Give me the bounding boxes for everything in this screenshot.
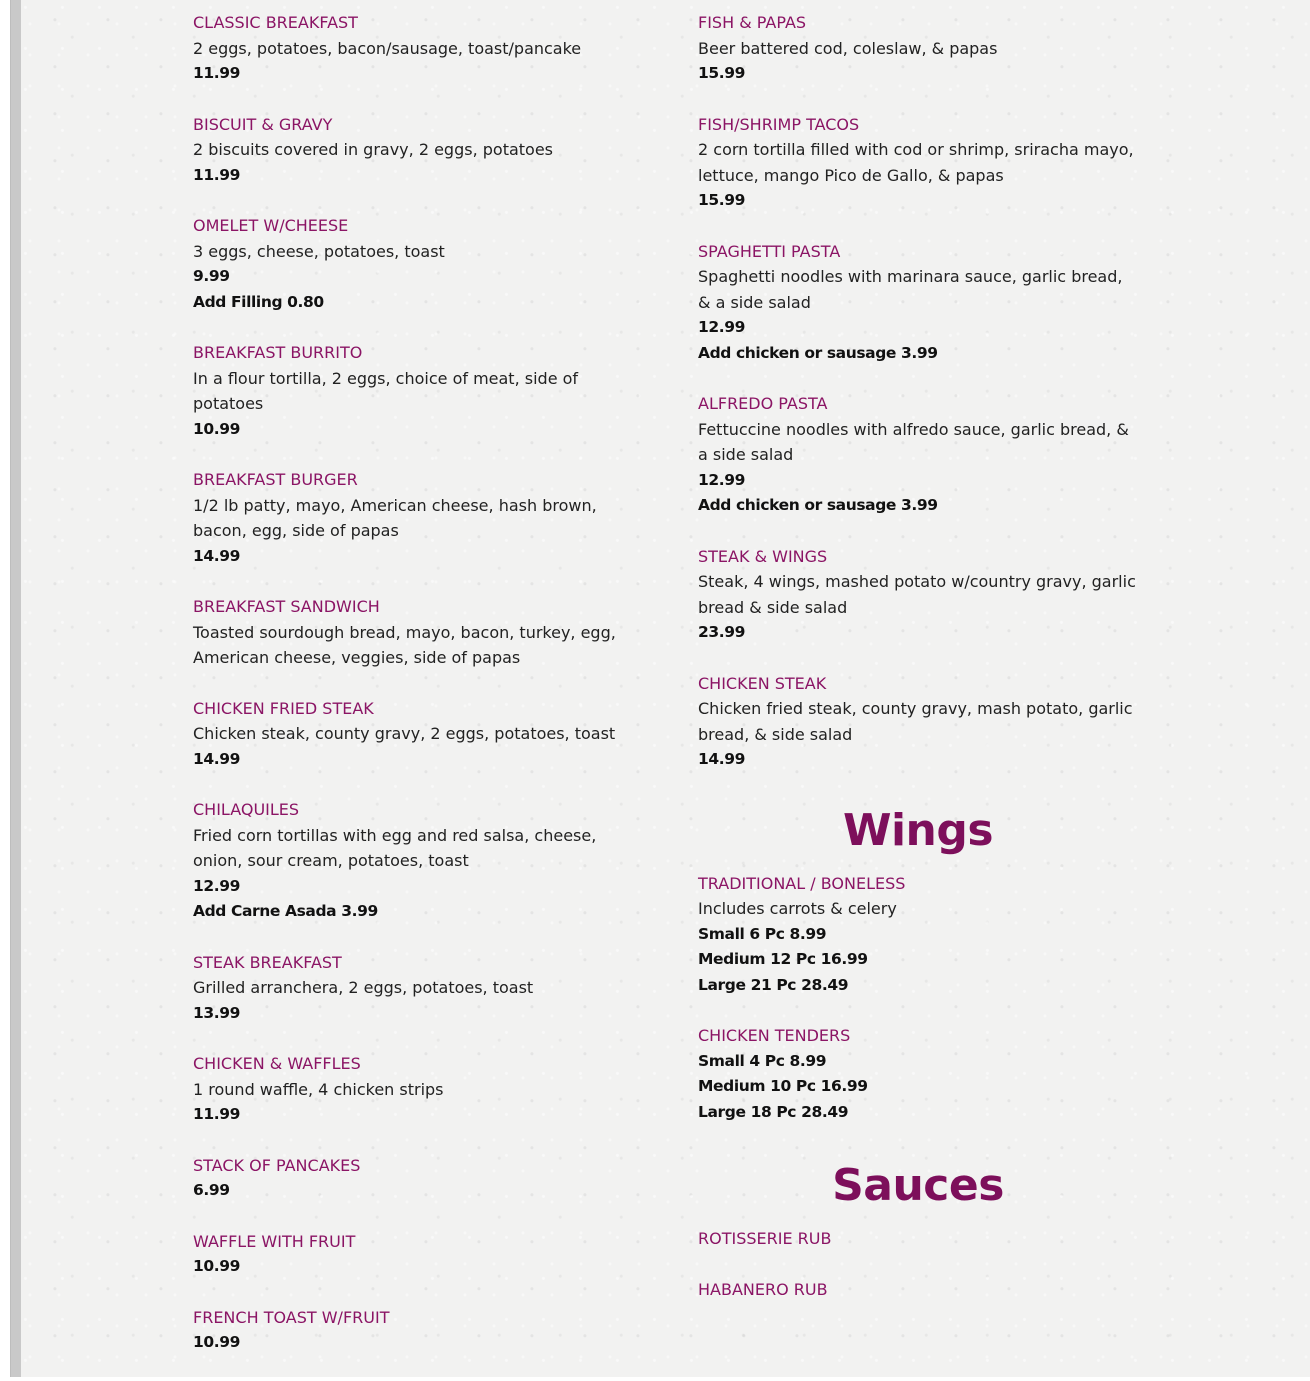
menu-item-price: 14.99 (193, 749, 241, 768)
menu-item-price: 23.99 (698, 623, 746, 641)
wings-heading: Wings (842, 804, 994, 856)
menu-item-price: 11.99 (193, 1105, 241, 1123)
menu-item-description: 3 eggs, cheese, potatoes, toast (193, 241, 445, 261)
menu-item-name: CLASSIC BREAKFAST (193, 13, 358, 32)
menu-item-option: Large 18 Pc 28.49 (698, 1102, 849, 1121)
menu-item-name: STEAK & WINGS (698, 546, 828, 566)
menu-item-price: 12.99 (698, 318, 746, 336)
menu-item-price: 15.99 (698, 64, 746, 82)
menu-item (193, 213, 623, 315)
menu-item-description: Chicken fried steak, county gravy, mash potato, garlic bread, & side salad (698, 699, 1133, 744)
menu-item-description: Steak, 4 wings, mashed potato w/country gravy, garlic bread & side salad (698, 572, 1136, 617)
menu-item-name: CHILAQUILES (193, 800, 300, 819)
right-menu-items (698, 10, 1138, 773)
menu-item-description: 2 corn tortilla filled with cod or shrimp, sriracha mayo, lettuce, mango Pico de Gallo, & papas (698, 140, 1134, 185)
sauces-heading: Sauces (832, 1160, 1004, 1211)
menu-item-option: Large 21 Pc 28.49 (698, 975, 849, 994)
menu-item-description: Includes carrots & celery (698, 899, 897, 918)
menu-item-name: CHICKEN FRIED STEAK (193, 698, 374, 718)
wings-items (698, 871, 1138, 1126)
menu-item-description: 1 round waffle, 4 chicken strips (193, 1079, 444, 1099)
menu-item-price: 10.99 (193, 419, 241, 438)
menu-item (698, 871, 1138, 999)
left-menu-column (193, 10, 623, 1381)
menu-item (193, 594, 623, 671)
menu-item-name: STACK OF PANCAKES (193, 1155, 361, 1175)
menu-item-name: WAFFLE WITH FRUIT (193, 1231, 356, 1251)
menu-item-price: 14.99 (698, 750, 746, 768)
menu-item-description: 2 biscuits covered in gravy, 2 eggs, potatoes (193, 140, 554, 159)
menu-item-name: ALFREDO PASTA (698, 394, 828, 413)
menu-item (193, 467, 623, 569)
menu-item-price: 12.99 (698, 470, 746, 489)
menu-item-name: TRADITIONAL / BONELESS (698, 873, 906, 893)
menu-item-name: FISH/SHRIMP TACOS (698, 114, 860, 134)
menu-item-price: 14.99 (193, 546, 241, 565)
menu-item-price: 15.99 (698, 191, 746, 209)
menu-item-name: BISCUIT & GRAVY (193, 114, 333, 134)
menu-item-name: CHICKEN TENDERS (698, 1026, 851, 1045)
menu-item-name: CHICKEN & WAFFLES (193, 1054, 361, 1073)
menu-item-price: 10.99 (193, 1333, 241, 1351)
menu-item-description: 2 eggs, potatoes, bacon/sausage, toast/pancake (193, 38, 582, 58)
menu-item (698, 239, 1138, 367)
menu-item (193, 950, 623, 1027)
menu-item-price: 12.99 (193, 876, 241, 895)
menu-item (193, 1153, 623, 1204)
menu-item (193, 1051, 623, 1128)
menu-item (193, 340, 623, 442)
menu-item (698, 1226, 1138, 1252)
menu-item (698, 671, 1138, 773)
menu-item-description: Fried corn tortillas with egg and red salsa, cheese, onion, sour cream, potatoes, toast (193, 825, 597, 870)
menu-item-option: Small 4 Pc 8.99 (698, 1051, 827, 1070)
menu-item (698, 391, 1138, 519)
menu-item-price: 11.99 (193, 165, 241, 184)
menu-item-option: Medium 12 Pc 16.99 (698, 950, 868, 968)
menu-item-option: Small 6 Pc 8.99 (698, 924, 827, 943)
menu-item (193, 1305, 623, 1356)
menu-item (193, 1229, 623, 1280)
menu-item-price: 13.99 (193, 1003, 241, 1022)
menu-item (698, 1277, 1138, 1303)
menu-item-description: 1/2 lb patty, mayo, American cheese, hash brown, bacon, egg, side of papas (193, 495, 597, 540)
menu-item (193, 112, 623, 189)
menu-item-option: Add Filling 0.80 (193, 292, 324, 311)
menu-item-name: BREAKFAST BURRITO (193, 343, 363, 362)
menu-item-description: Spaghetti noodles with marinara sauce, garlic bread, & a side salad (698, 267, 1123, 312)
menu-item (193, 797, 623, 925)
menu-item-name: CHICKEN STEAK (698, 673, 827, 693)
menu-item-price: 9.99 (193, 267, 230, 285)
menu-item (698, 544, 1138, 646)
right-menu-column (698, 10, 1138, 1327)
menu-item-description: Fettuccine noodles with alfredo sauce, garlic bread, & a side salad (698, 419, 1129, 464)
menu-item-name: ROTISSERIE RUB (698, 1229, 832, 1248)
menu-item (698, 1023, 1138, 1125)
menu-item-name: FISH & PAPAS (698, 13, 807, 32)
menu-item-price: 11.99 (193, 64, 241, 82)
menu-item-description: Grilled arranchera, 2 eggs, potatoes, toast (193, 978, 534, 997)
menu-item-description: In a flour tortilla, 2 eggs, choice of meat, side of potatoes (193, 368, 579, 413)
menu-item-name: SPAGHETTI PASTA (698, 241, 841, 261)
menu-item-option: Medium 10 Pc 16.99 (698, 1077, 868, 1095)
menu-item-description: Toasted sourdough bread, mayo, bacon, turkey, egg, American cheese, veggies, side of papas (193, 622, 616, 667)
sauces-items (698, 1226, 1138, 1302)
menu-item-price: 10.99 (193, 1257, 241, 1275)
menu-item-option: Add chicken or sausage 3.99 (698, 343, 938, 362)
menu-item-description: Chicken steak, county gravy, 2 eggs, potatoes, toast (193, 724, 616, 743)
menu-item-name: FRENCH TOAST W/FRUIT (193, 1307, 390, 1327)
menu-item-name: HABANERO RUB (698, 1279, 828, 1299)
menu-item-option: Add chicken or sausage 3.99 (698, 496, 938, 514)
menu-item-option: Add Carne Asada 3.99 (193, 902, 378, 920)
menu-item-name: STEAK BREAKFAST (193, 952, 342, 972)
menu-item-price: 6.99 (193, 1181, 230, 1199)
menu-item-name: BREAKFAST SANDWICH (193, 597, 380, 616)
menu-item (193, 696, 623, 773)
menu-item-name: OMELET W/CHEESE (193, 216, 349, 235)
menu-item-description: Beer battered cod, coleslaw, & papas (698, 38, 998, 58)
menu-item (698, 112, 1138, 214)
menu-item-name: BREAKFAST BURGER (193, 470, 358, 489)
menu-item (698, 10, 1138, 87)
menu-item (193, 10, 623, 87)
